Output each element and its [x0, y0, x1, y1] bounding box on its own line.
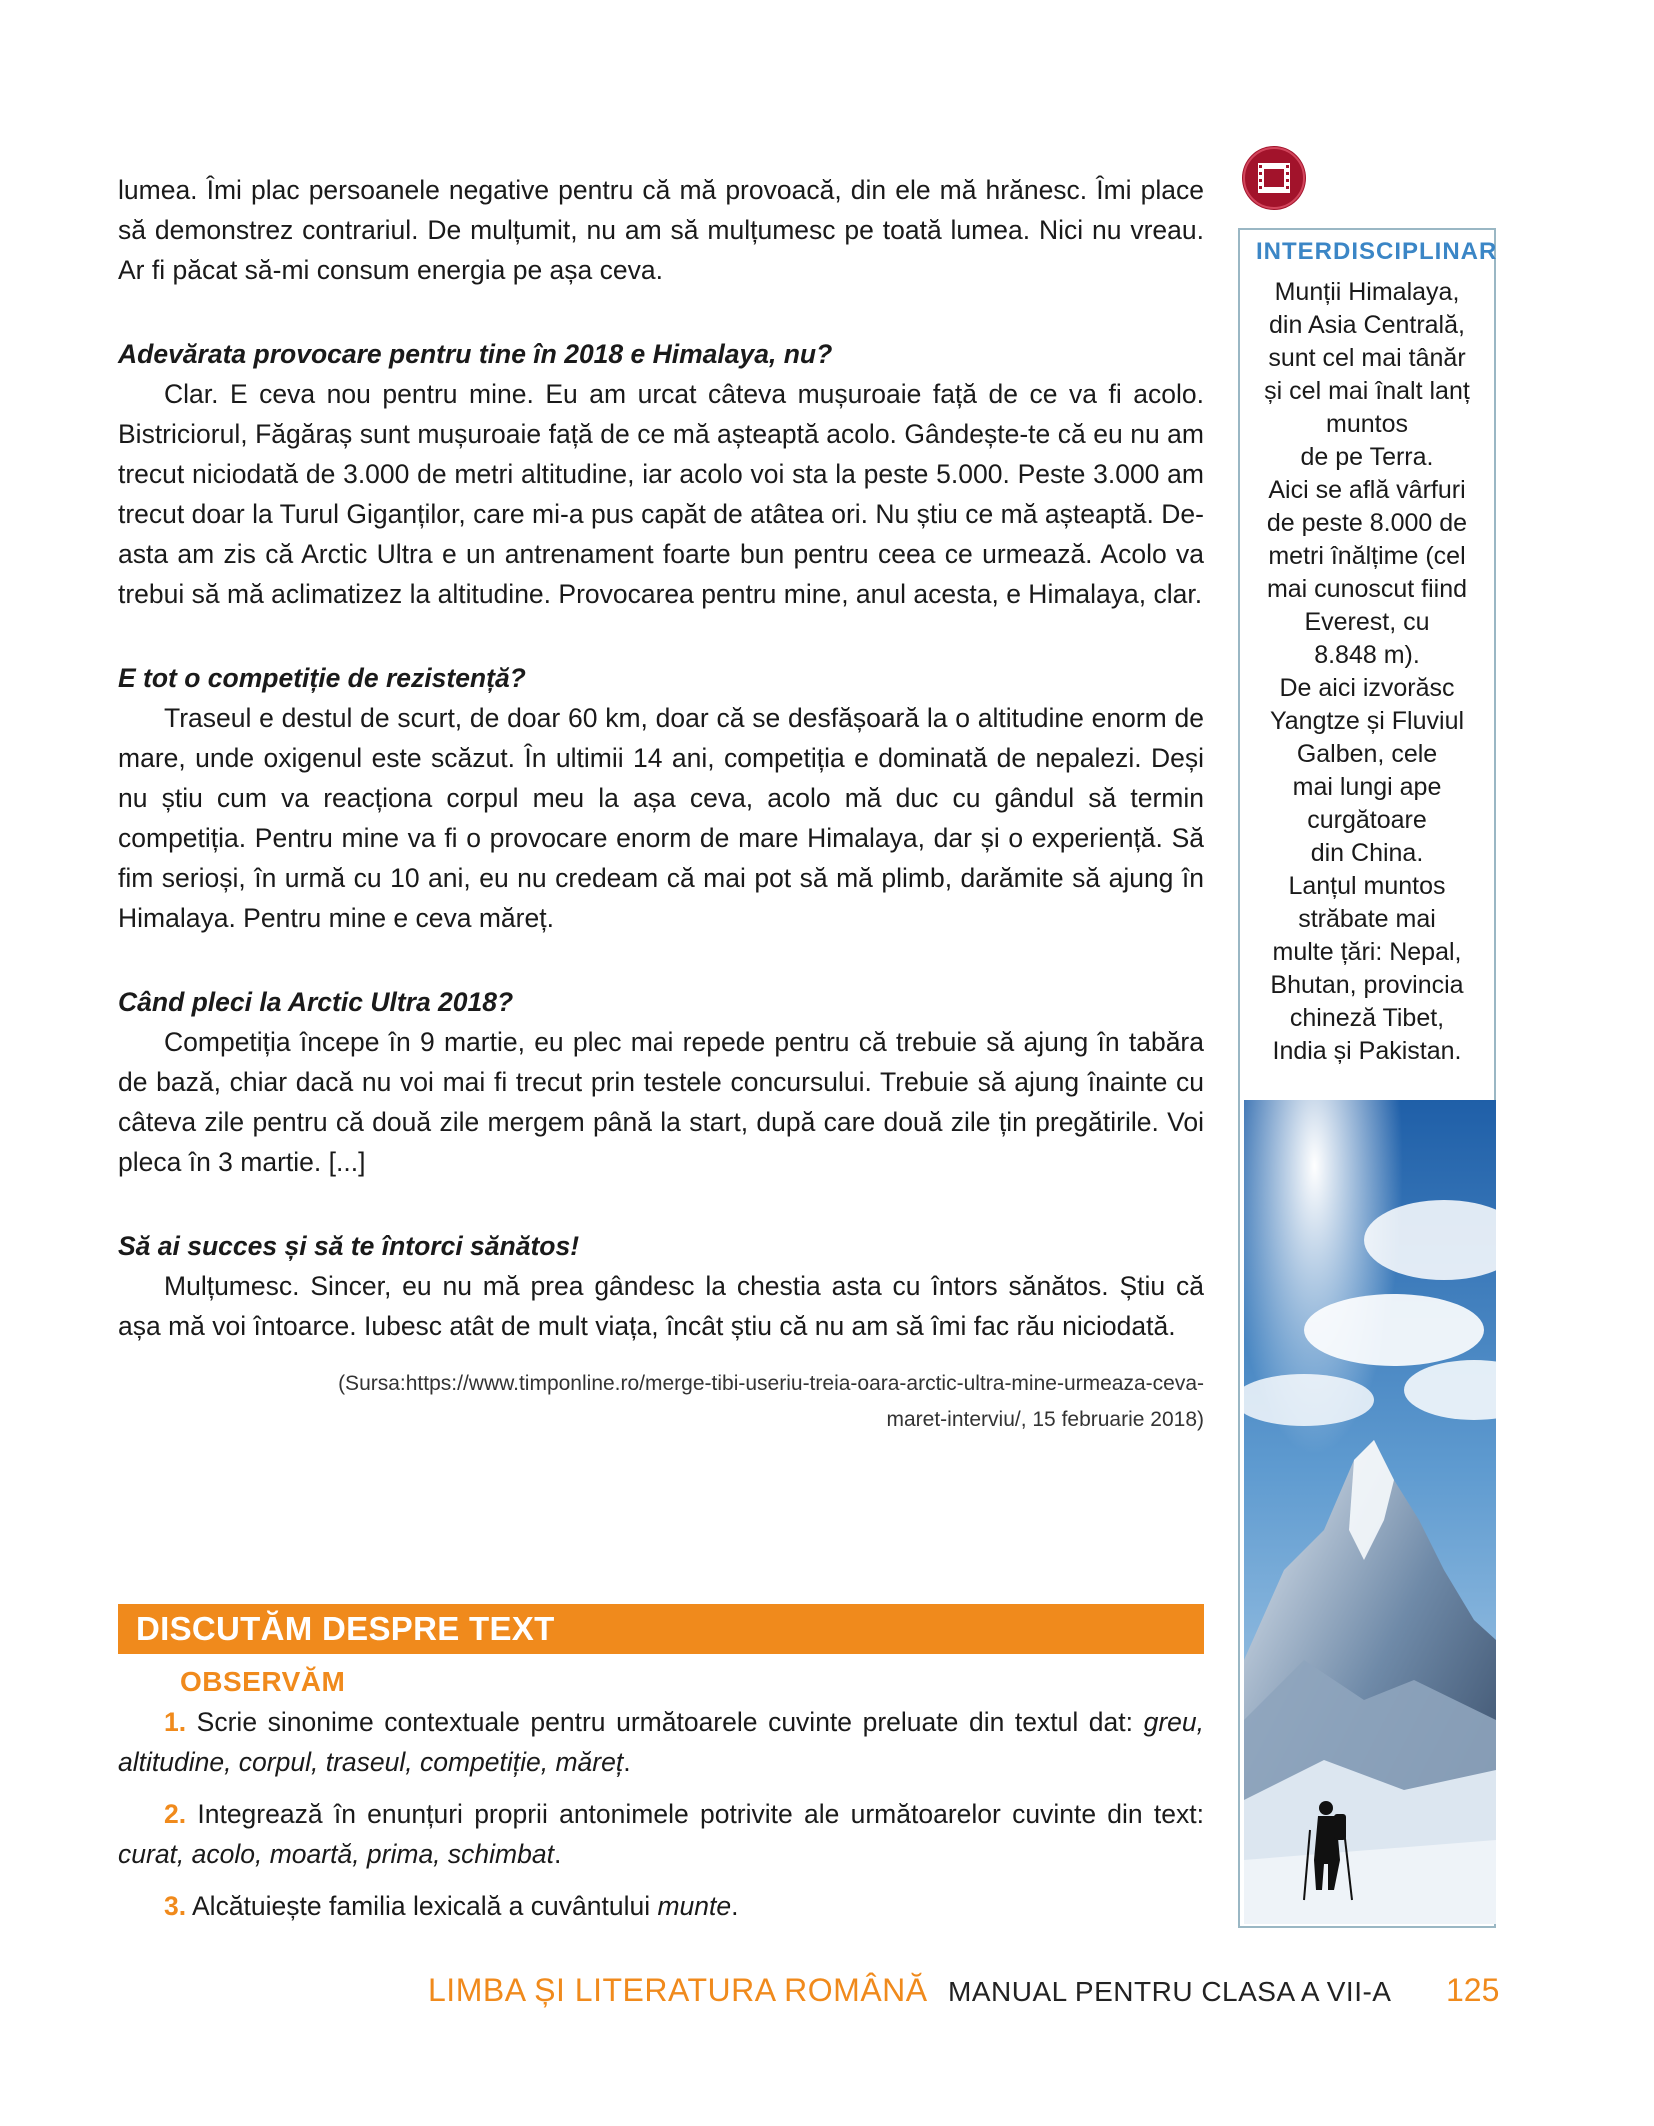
task-number: 2. — [164, 1799, 187, 1829]
footer-manual: MANUAL PENTRU CLASA A VII-A — [948, 1976, 1392, 2007]
task-number: 3. — [164, 1891, 187, 1921]
sidebar-line: și cel mai înalt lanț — [1264, 377, 1470, 405]
sidebar-line: muntos — [1326, 410, 1408, 438]
sidebar-line: din Asia Centrală, — [1269, 311, 1465, 339]
subsection-title: OBSERVĂM — [180, 1666, 346, 1697]
task-end: . — [623, 1747, 631, 1777]
article — [118, 170, 1204, 1438]
sidebar-line: multe țări: Nepal, — [1272, 938, 1462, 966]
sidebar-text — [1244, 276, 1490, 1068]
task-text: Scrie sinonime contextuale pentru următoarele cuvinte preluate din textul dat: — [186, 1707, 1144, 1737]
task-3 — [118, 1886, 1204, 1926]
source-line-2: maret-interviu/, 15 februarie 2018) — [886, 1408, 1204, 1431]
page-number: 125 — [1446, 1972, 1500, 2008]
himalaya-mountain-photo — [1244, 1100, 1496, 1924]
sidebar-line: din China. — [1310, 839, 1424, 867]
sidebar-line: De aici izvorăsc — [1279, 674, 1455, 702]
source-citation — [118, 1366, 1204, 1438]
intro-paragraph: lumea. Îmi plac persoanele negative pentru că mă provoacă, din ele mă hrănesc. Îmi place să demonstrez contrariul. De mulțumit, nu am să mulțumesc pe toată lumea. Nici nu vreau. Ar fi păcat să-mi consum energia pe așa ceva. — [118, 175, 1204, 285]
task-words: greu, altitudine, corpul, traseul, competiție, măreț — [118, 1707, 1204, 1777]
sidebar-line: 8.848 m). — [1314, 641, 1420, 669]
task-end: . — [553, 1839, 562, 1869]
film-icon — [1240, 144, 1308, 212]
answer-4: Mulțumesc. Sincer, eu nu mă prea gândesc la chestia asta cu întors sănătos. Știu că așa mă voi întoarce. Iubesc atât de mult viața, încât știu că nu am să îmi fac rău niciodată. — [118, 1271, 1204, 1341]
task-number: 1. — [164, 1707, 187, 1737]
task-words: munte — [657, 1891, 732, 1921]
question-4: Să ai succes și să te întorci sănătos! — [118, 1231, 580, 1261]
sidebar-line: metri înălțime (cel — [1268, 542, 1466, 570]
task-words: curat, acolo, moartă, prima, schimbat — [118, 1839, 554, 1869]
task-end: . — [731, 1891, 739, 1921]
sidebar-line: de peste 8.000 de — [1266, 509, 1468, 537]
question-1: Adevărata provocare pentru tine în 2018 e Himalaya, nu? — [118, 339, 833, 369]
sidebar-title: INTERDISCIPLINAR — [1256, 238, 1498, 265]
sidebar-line: mai cunoscut fiind — [1266, 575, 1468, 603]
footer-subject: LIMBA ȘI LITERATURA ROMÂNĂ — [428, 1972, 928, 2008]
sidebar-line: curgătoare — [1307, 806, 1427, 834]
sidebar-line: Galben, cele — [1296, 740, 1438, 768]
sidebar-line: Lanțul muntos — [1288, 872, 1446, 900]
sidebar-line: Yangtze și Fluviul — [1269, 707, 1465, 735]
sidebar-line: chineză Tibet, — [1289, 1004, 1445, 1032]
sidebar-line: India și Pakistan. — [1272, 1037, 1462, 1065]
question-3: Când pleci la Arctic Ultra 2018? — [118, 987, 514, 1017]
task-1 — [118, 1702, 1204, 1782]
sidebar-line: sunt cel mai tânăr — [1268, 344, 1466, 372]
sidebar-line: Munții Himalaya, — [1274, 278, 1460, 306]
task-list — [118, 1702, 1204, 1926]
source-line-1: (Sursa:https://www.timponline.ro/merge-tibi-useriu-treia-oara-arctic-ultra-mine-urmeaza-ceva- — [338, 1372, 1204, 1395]
sidebar-line: Everest, cu — [1304, 608, 1430, 636]
answer-1: Clar. E ceva nou pentru mine. Eu am urcat câteva mușuroaie față de ce va fi acolo. Bistriciorul, Făgăraș sunt mușuroaie față de ce mă așteaptă acolo. Gândește-te că eu nu am trecut niciodată de 3.000 de metri altitudine, iar acolo voi sta la peste 5.000. Peste 3.000 am trecut doar la Turul Giganților, care mi-a pus capăt de atâtea ori. Nu știu ce mă așteaptă. De-asta am zis că Arctic Ultra e un antrenament foarte bun pentru ceea ce urmează. Acolo va trebui să mă aclimatizez la altitudine. Provocarea pentru mine, anul acesta, e Himalaya, clar. — [118, 379, 1204, 609]
sidebar-line: străbate mai — [1298, 905, 1436, 933]
section-header-bar — [118, 1604, 1204, 1654]
answer-2: Traseul e destul de scurt, de doar 60 km, doar că se desfășoară la o altitudine enorm de mare, unde oxigenul este scăzut. În ultimii 14 ani, competiția e dominată de nepalezi. Deși nu știu cum va reacționa corpul meu la așa ceva, acolo mă duc cu gândul să termin competiția. Pentru mine va fi o provocare enorm de mare Himalaya, dar și o experiență. Să fim serioși, în urmă cu 10 ani, eu nu credeam că mai pot să mă plimb, darămite să ajung în Himalaya. Pentru mine e ceva măreț. — [118, 703, 1204, 933]
task-text: Alcătuiește familia lexicală a cuvântului — [186, 1891, 658, 1921]
sidebar-line: Aici se află vârfuri — [1268, 476, 1466, 504]
question-2: E tot o competiție de rezistență? — [118, 663, 526, 693]
task-text: Integrează în enunțuri proprii antonimele potrivite ale următoarelor cuvinte din text: — [186, 1799, 1204, 1829]
sidebar-line: Bhutan, provincia — [1270, 971, 1464, 999]
section-title: DISCUTĂM DESPRE TEXT — [136, 1610, 555, 1647]
answer-3: Competiția începe în 9 martie, eu plec mai repede pentru că trebuie să ajung în tabăra de bază, chiar dacă nu voi mai fi trecut prin testele concursului. Trebuie să ajung înainte cu câteva zile pentru că două zile mergem până la start, după care două zile țin pregătirile. Voi pleca în 3 martie. [...] — [118, 1027, 1204, 1177]
sidebar-line: mai lungi ape — [1292, 773, 1442, 801]
sidebar-line: de pe Terra. — [1300, 443, 1434, 471]
task-2 — [118, 1794, 1204, 1874]
